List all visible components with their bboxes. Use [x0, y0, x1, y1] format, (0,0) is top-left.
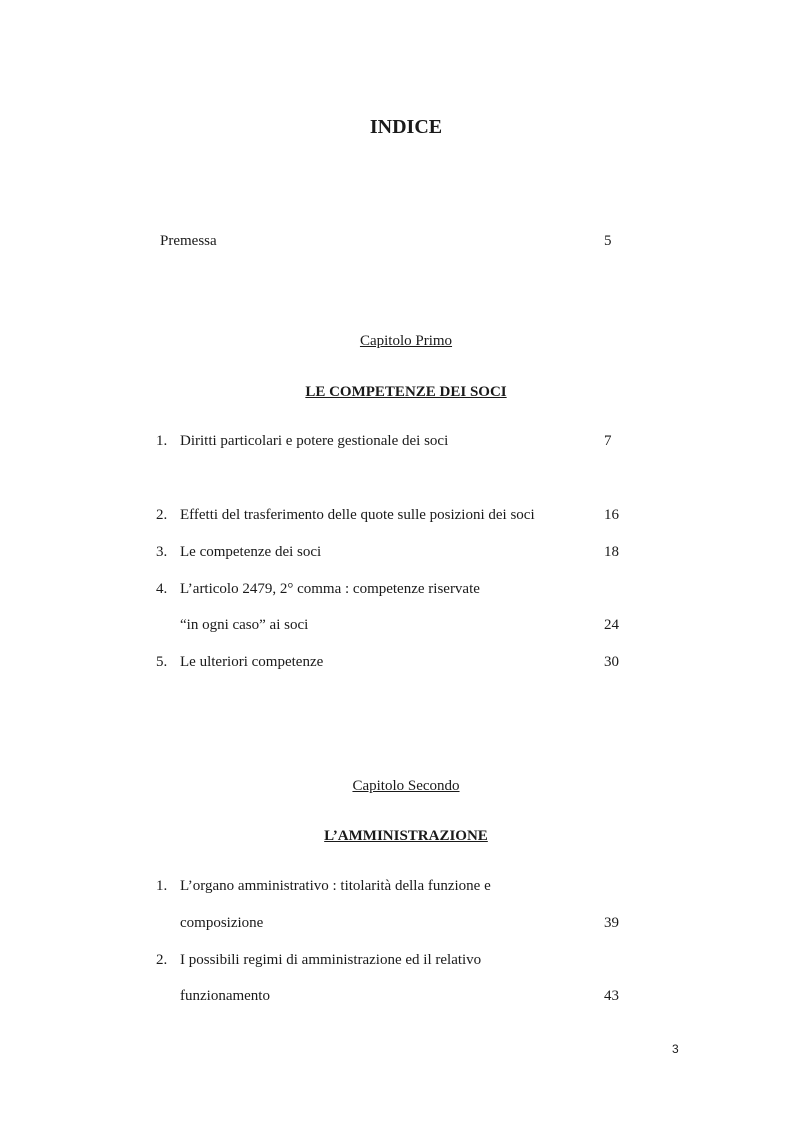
toc-entry-text-continued: funzionamento [180, 988, 270, 1004]
toc-entry-page: 16 [604, 507, 619, 523]
toc-entry-text: Le competenze dei soci [180, 544, 322, 560]
toc-entry-text-continued: composizione [180, 915, 264, 931]
index-title: INDICE [369, 116, 443, 138]
toc-entry-page: 18 [604, 544, 619, 560]
toc-entry-number: 2. [156, 952, 168, 968]
toc-entry-page: 39 [604, 915, 619, 931]
toc-entry-text-continued: “in ogni caso” ai soci [180, 617, 309, 633]
chapter2-heading: L’AMMINISTRAZIONE [324, 828, 488, 844]
chapter1-heading: LE COMPETENZE DEI SOCI [305, 384, 507, 400]
toc-entry-text: Diritti particolari e potere gestionale dei soci [180, 433, 449, 449]
toc-entry-number: 1. [156, 433, 168, 449]
toc-entry-page: 30 [604, 654, 619, 670]
page-number: 3 [672, 1042, 679, 1056]
toc-entry-text: Effetti del trasferimento delle quote sulle posizioni dei soci [180, 507, 535, 523]
premessa-label: Premessa [160, 233, 217, 249]
toc-entry-text: Le ulteriori competenze [180, 654, 324, 670]
toc-entry-number: 5. [156, 654, 168, 670]
toc-entry-number: 2. [156, 507, 168, 523]
toc-entry-number: 1. [156, 878, 168, 894]
premessa-page: 5 [604, 233, 612, 249]
toc-entry-text: L’articolo 2479, 2° comma : competenze riservate [180, 581, 480, 597]
toc-entry-text: L’organo amministrativo : titolarità della funzione e [180, 878, 491, 894]
toc-entry-text: I possibili regimi di amministrazione ed il relativo [180, 952, 482, 968]
chapter1-label: Capitolo Primo [359, 333, 453, 349]
chapter2-label: Capitolo Secondo [352, 778, 460, 794]
toc-entry-page: 24 [604, 617, 619, 633]
toc-entry-number: 3. [156, 544, 168, 560]
toc-entry-page: 43 [604, 988, 619, 1004]
toc-entry-number: 4. [156, 581, 168, 597]
toc-entry-page: 7 [604, 433, 612, 449]
